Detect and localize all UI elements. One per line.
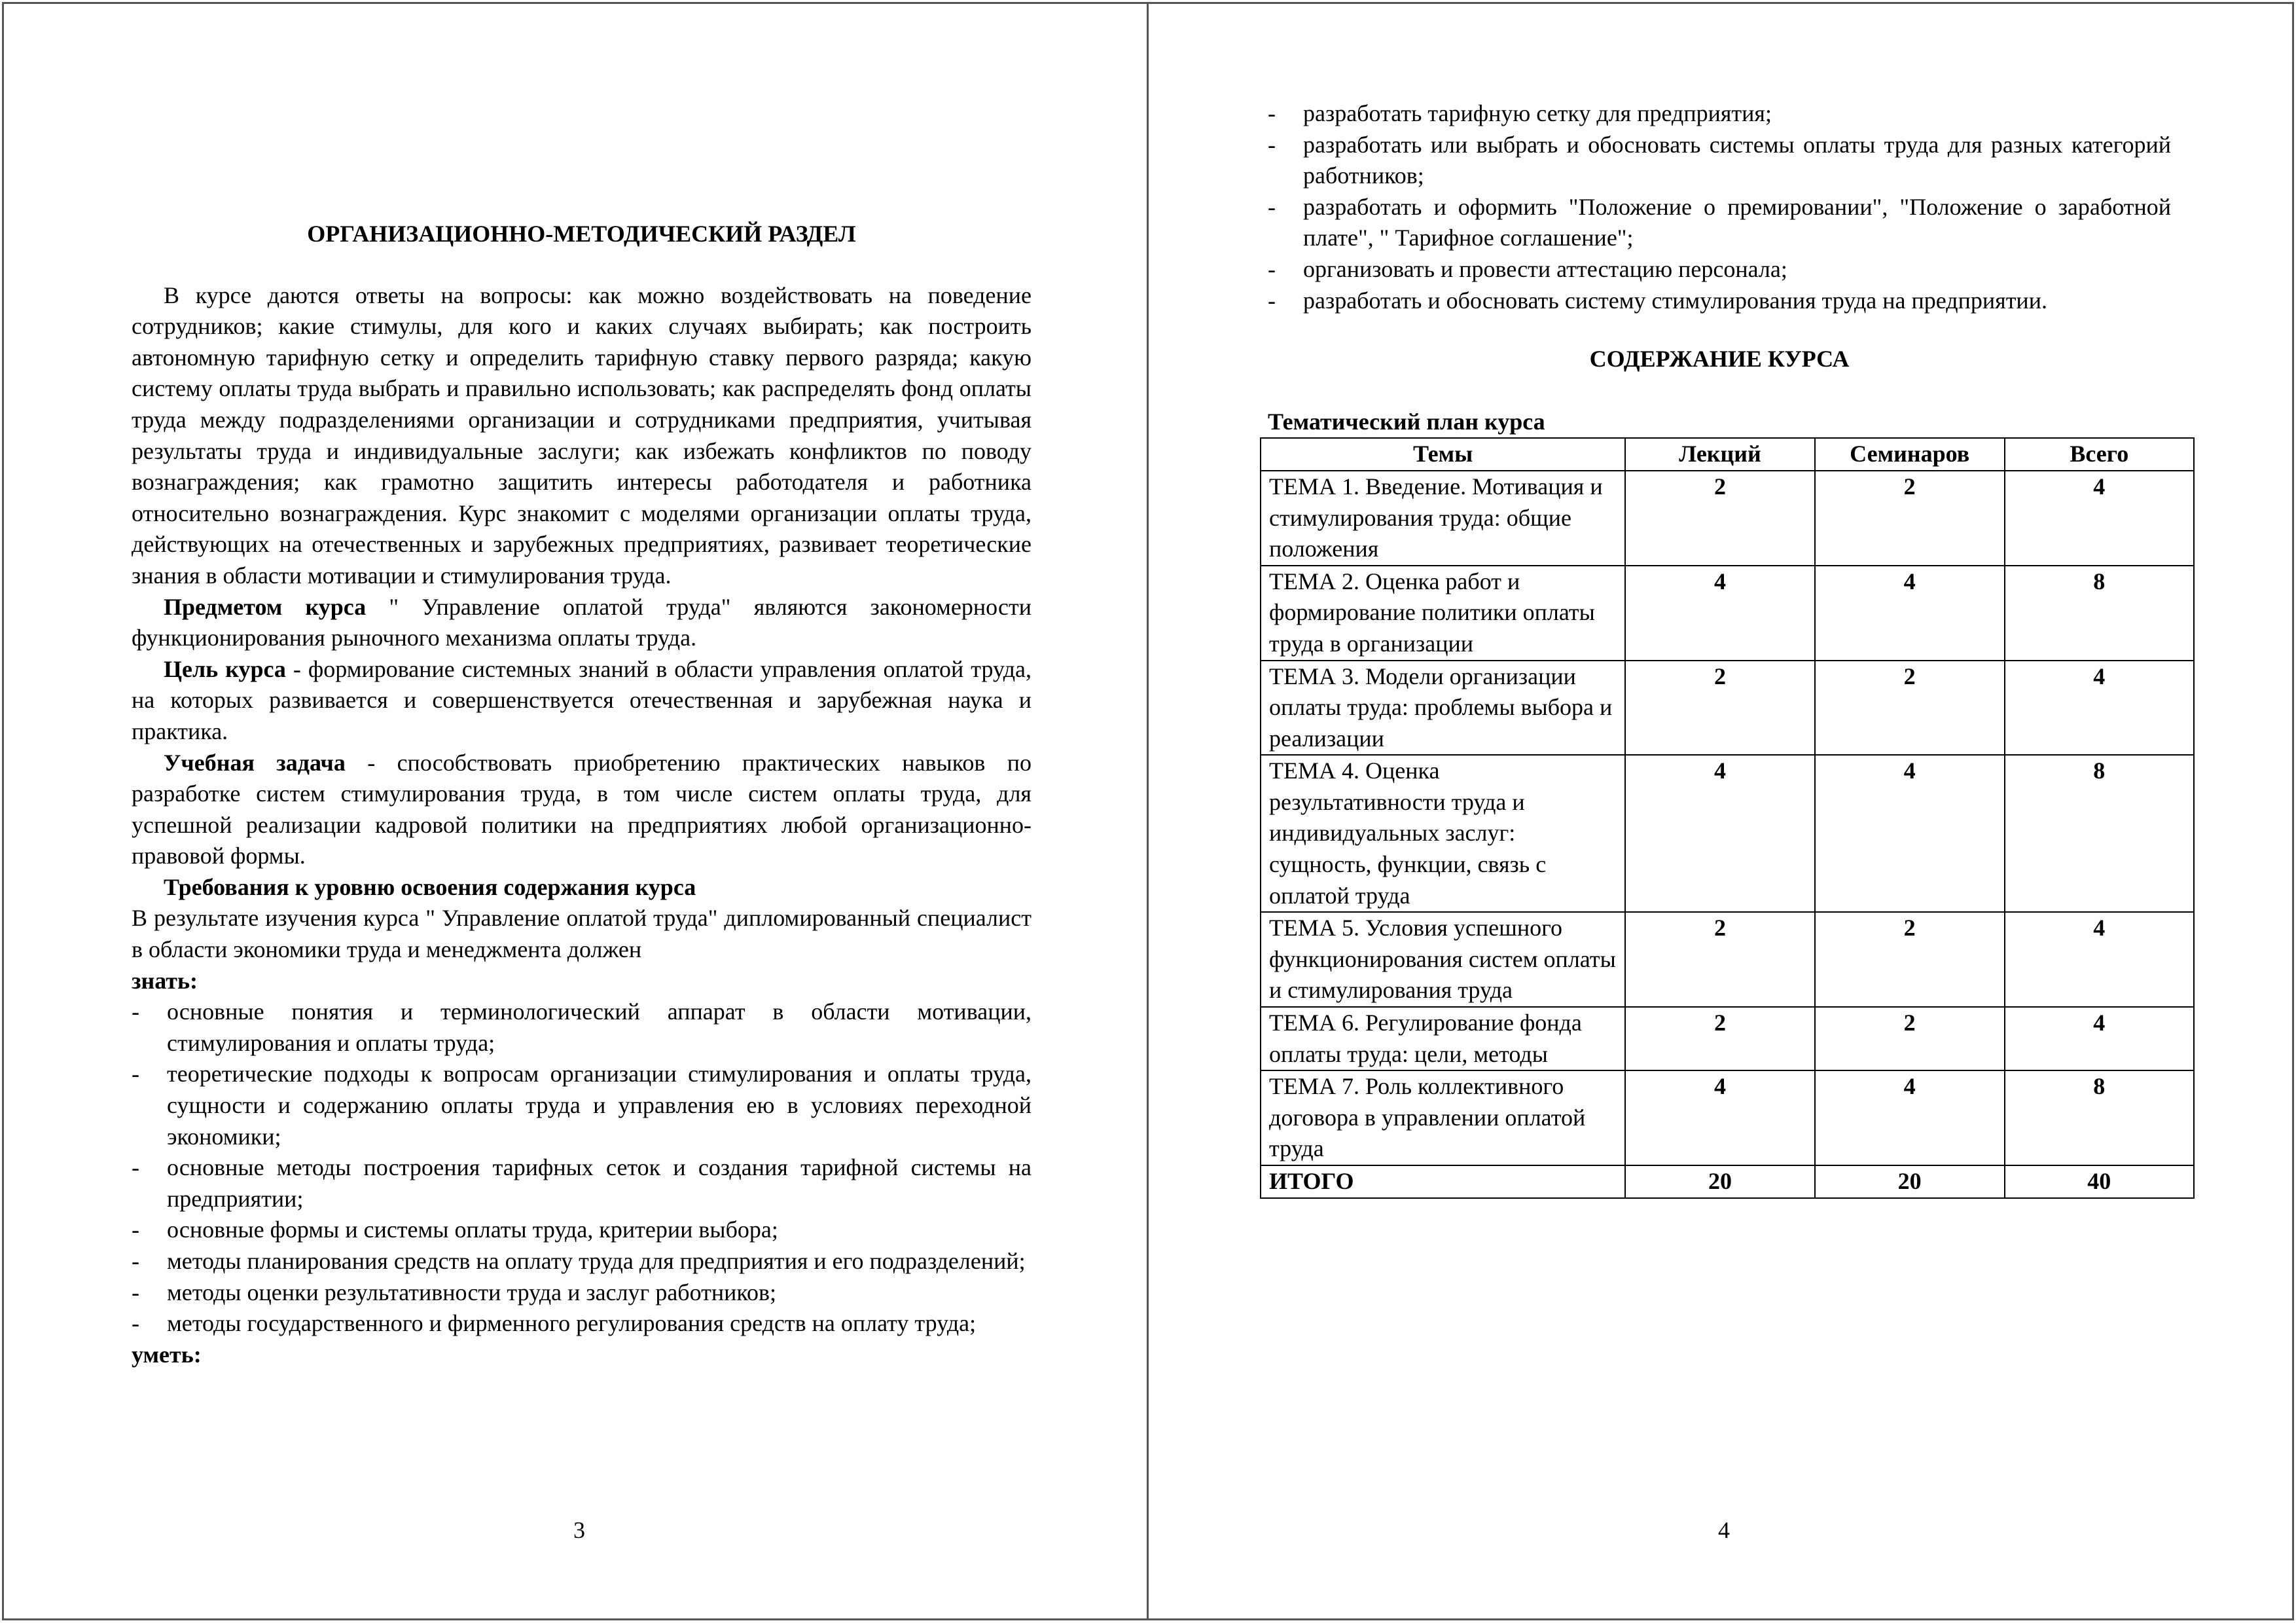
total-cell: 4 <box>2005 1007 2194 1070</box>
list-item: - методы государственного и фирменного регулирования средств на оплату труда; <box>132 1308 1031 1340</box>
topic-cell: ТЕМА 7. Роль коллективного договора в управлении оплатой труда <box>1261 1070 1625 1165</box>
page-number: 4 <box>1718 1517 1730 1543</box>
topic-cell: ТЕМА 6. Регулирование фонда оплаты труда: цели, методы <box>1261 1007 1625 1070</box>
know-label: знать: <box>132 967 198 994</box>
list-item: - разработать тарифную сетку для предприятия; <box>1268 98 2171 130</box>
requirements-heading: Требования к уровню освоения содержания курса <box>164 873 696 900</box>
lectures-cell: 2 <box>1625 661 1815 756</box>
subject-label: Предметом курса <box>164 593 367 620</box>
can-label: уметь: <box>132 1341 202 1368</box>
thematic-plan-table <box>1260 437 2195 1198</box>
header-topics: Темы <box>1261 438 1625 471</box>
task-text: - способствовать приобретению практических навыков по разработке систем стимулирования труда, в том числе систем оплаты труда, для успешной реализации кадровой политики на предприятиях любой организационно-правовой формы. <box>132 749 1031 869</box>
course-title: СОДЕРЖАНИЕ КУРСА <box>1589 346 1850 373</box>
total-cell: 4 <box>2005 661 2194 756</box>
table-total-row <box>1261 1165 2194 1198</box>
right-page-content <box>1268 98 2171 1199</box>
header-total: Всего <box>2005 438 2194 471</box>
seminars-cell: 2 <box>1815 661 2005 756</box>
intro-paragraph: В курсе даются ответы на вопросы: как можно воздействовать на поведение сотрудников; какие стимулы, для кого и каких случаях выбирать; как построить автономную тарифную сетку и определить тарифную ставку первого разряда; какую систему оплаты труда выбрать и правильно использовать; как распределять фонд оплаты труда между подразделениями организации и сотрудниками предприятия, учитывая результаты труда и индивидуальные заслуги; как избежать конфликтов по поводу вознаграждения; как грамотно защитить интересы работодателя и работника относительно вознаграждения. Курс знакомит с моделями организации оплаты труда, действующих на отечественных и зарубежных предприятиях, развивает теоретические знания в области мотивации и стимулирования труда. <box>132 282 1031 589</box>
topic-cell: ТЕМА 5. Условия успешного функционирования систем оплаты и стимулирования труда <box>1261 912 1625 1007</box>
total-cell: 8 <box>2005 755 2194 912</box>
lectures-cell: 4 <box>1625 755 1815 912</box>
total-cell: 4 <box>2005 912 2194 1007</box>
goal-label: Цель курса <box>164 655 286 682</box>
list-item: - разработать и оформить "Положение о премировании", "Положение о заработной плате", " Тарифное соглашение"; <box>1268 192 2171 254</box>
seminars-cell: 2 <box>1815 471 2005 566</box>
lectures-cell: 2 <box>1625 1007 1815 1070</box>
left-page-content <box>132 219 1031 1370</box>
lectures-cell: 2 <box>1625 471 1815 566</box>
list-item: - разработать или выбрать и обосновать системы оплаты труда для разных категорий работников; <box>1268 130 2171 192</box>
lectures-total-cell: 20 <box>1625 1165 1815 1198</box>
seminars-total-cell: 20 <box>1815 1165 2005 1198</box>
know-list <box>132 996 1031 1340</box>
table-row <box>1261 1070 2194 1165</box>
total-label-cell: ИТОГО <box>1261 1165 1625 1198</box>
list-item: - методы оценки результативности труда и заслуг работников; <box>132 1277 1031 1309</box>
seminars-cell: 4 <box>1815 755 2005 912</box>
goal-paragraph <box>132 654 1031 748</box>
lectures-cell: 2 <box>1625 912 1815 1007</box>
table-row <box>1261 755 2194 912</box>
seminars-cell: 2 <box>1815 912 2005 1007</box>
requirements-paragraph: В результате изучения курса " Управление оплатой труда" дипломированный специалист в области экономики труда и менеджмента должен <box>132 905 1031 963</box>
list-item: - основные формы и системы оплаты труда, критерии выбора; <box>132 1214 1031 1246</box>
total-cell: 8 <box>2005 566 2194 661</box>
subject-text: " Управление оплатой труда" являются закономерности функционирования рыночного механизма оплаты труда. <box>132 593 1031 651</box>
table-row <box>1261 471 2194 566</box>
table-row <box>1261 566 2194 661</box>
list-item: - организовать и провести аттестацию персонала; <box>1268 254 2171 285</box>
topic-cell: ТЕМА 1. Введение. Мотивация и стимулирования труда: общие положения <box>1261 471 1625 566</box>
total-cell: 4 <box>2005 471 2194 566</box>
section-title: ОРГАНИЗАЦИОННО-МЕТОДИЧЕСКИЙ РАЗДЕЛ <box>307 221 856 247</box>
table-row <box>1261 1007 2194 1070</box>
total-cell: 8 <box>2005 1070 2194 1165</box>
topic-cell: ТЕМА 3. Модели организации оплаты труда: проблемы выбора и реализации <box>1261 661 1625 756</box>
left-page <box>2 2 1149 1620</box>
lectures-cell: 4 <box>1625 1070 1815 1165</box>
table-row <box>1261 912 2194 1007</box>
list-item: - разработать и обосновать систему стимулирования труда на предприятии. <box>1268 285 2171 317</box>
seminars-cell: 4 <box>1815 1070 2005 1165</box>
table-header-row <box>1261 438 2194 471</box>
page-number: 3 <box>573 1517 585 1543</box>
goal-text: - формирование системных знаний в области управления оплатой труда, на которых развивается и совершенствуется отечественная и зарубежная наука и практика. <box>132 655 1031 744</box>
table-caption: Тематический план курса <box>1268 408 1545 435</box>
list-item: - основные понятия и терминологический аппарат в области мотивации, стимулирования и оплаты труда; <box>132 996 1031 1059</box>
subject-paragraph <box>132 592 1031 654</box>
grand-total-cell: 40 <box>2005 1165 2194 1198</box>
header-lectures: Лекций <box>1625 438 1815 471</box>
task-label: Учебная задача <box>164 749 346 776</box>
lectures-cell: 4 <box>1625 566 1815 661</box>
can-list <box>1268 98 2171 316</box>
list-item: - теоретические подходы к вопросам организации стимулирования и оплаты труда, сущности и содержанию оплаты труда и управления ею в условиях переходной экономики; <box>132 1059 1031 1152</box>
seminars-cell: 2 <box>1815 1007 2005 1070</box>
list-item: - методы планирования средств на оплату труда для предприятия и его подразделений; <box>132 1246 1031 1277</box>
topic-cell: ТЕМА 2. Оценка работ и формирование политики оплаты труда в организации <box>1261 566 1625 661</box>
table-row <box>1261 661 2194 756</box>
topic-cell: ТЕМА 4. Оценка результативности труда и индивидуальных заслуг: сущность, функции, связь с оплатой труда <box>1261 755 1625 912</box>
header-seminars: Семинаров <box>1815 438 2005 471</box>
seminars-cell: 4 <box>1815 566 2005 661</box>
list-item: - основные методы построения тарифных сеток и создания тарифной системы на предприятии; <box>132 1152 1031 1214</box>
task-paragraph <box>132 748 1031 872</box>
